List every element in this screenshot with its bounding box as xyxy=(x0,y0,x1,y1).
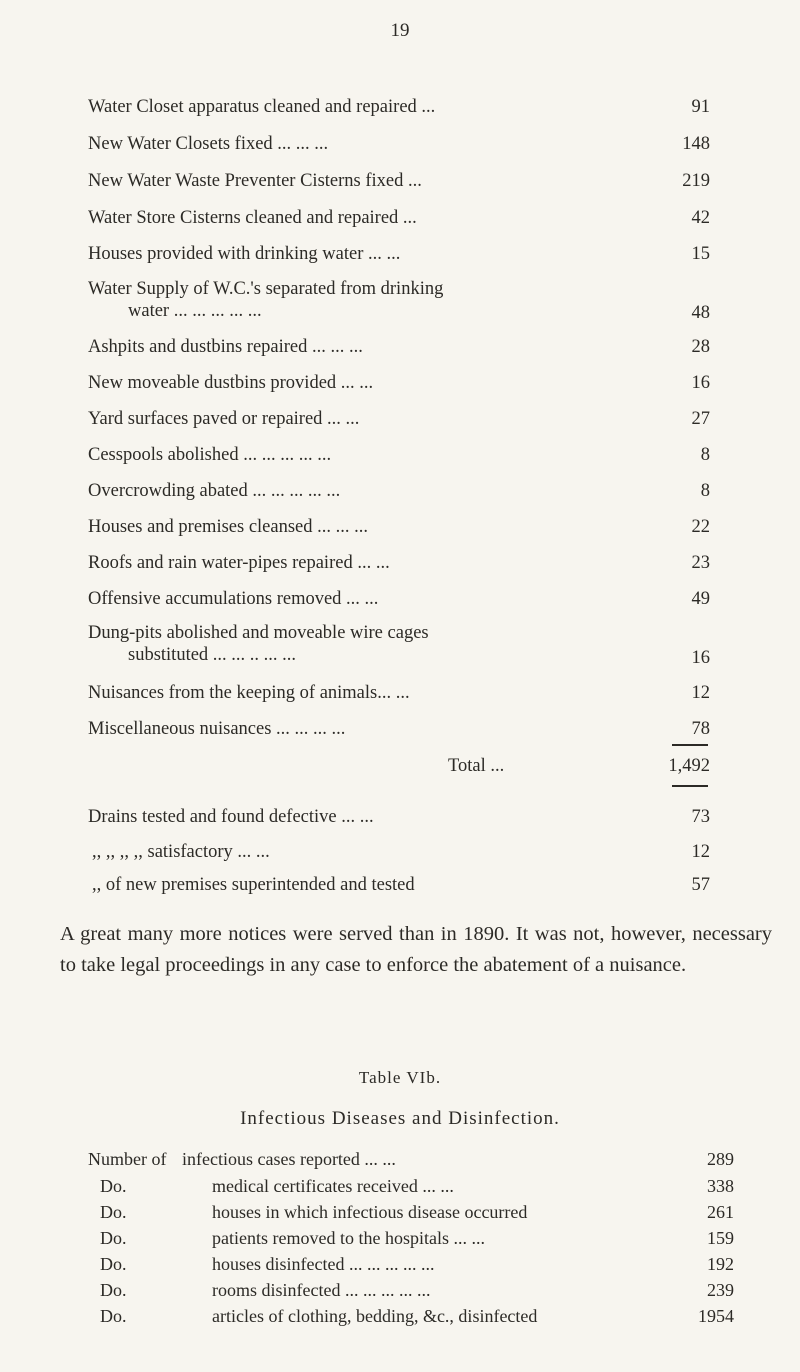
infectious-prefix: Do. xyxy=(100,1254,127,1274)
infectious-prefix: Do. xyxy=(100,1228,127,1248)
work-item-value: 42 xyxy=(691,208,710,228)
work-item-label: New Water Closets fixed ... ... ... xyxy=(88,134,329,154)
infectious-prefix: Do. xyxy=(100,1176,127,1196)
work-item-value: 16 xyxy=(691,648,710,668)
work-item-value: 78 xyxy=(691,719,710,739)
work-item-label: Offensive accumulations removed ... ... xyxy=(88,589,379,609)
infectious-text: rooms disinfected ... ... ... ... ... xyxy=(212,1280,431,1300)
drain-label: ,, ,, ,, ,, satisfactory ... ... xyxy=(92,842,270,862)
work-item-label: Water Closet apparatus cleaned and repaired ... xyxy=(88,97,436,117)
work-item-value: 16 xyxy=(691,373,710,393)
work-item-label: Houses and premises cleansed ... ... ... xyxy=(88,517,369,537)
work-item-label: New Water Waste Preventer Cisterns fixed ... xyxy=(88,171,422,191)
work-item-label: New moveable dustbins provided ... ... xyxy=(88,373,374,393)
work-item-label: Yard surfaces paved or repaired ... ... xyxy=(88,409,360,429)
work-item-value: 27 xyxy=(691,409,710,429)
infectious-value: 192 xyxy=(707,1254,734,1274)
total-rule-bottom xyxy=(672,785,708,787)
infectious-text: infectious cases reported ... ... xyxy=(182,1149,396,1169)
work-item-label: Miscellaneous nuisances ... ... ... ... xyxy=(88,719,346,739)
total-label: Total ... xyxy=(448,756,505,776)
drain-value: 73 xyxy=(691,807,710,827)
work-item-value: 91 xyxy=(691,97,710,117)
work-item-row xyxy=(88,278,710,326)
table-title: Table VIb. xyxy=(358,1068,442,1087)
work-item-label: Nuisances from the keeping of animals... ... xyxy=(88,683,410,703)
work-item-label: Overcrowding abated ... ... ... ... ... xyxy=(88,481,341,501)
infectious-text: houses in which infectious disease occurred xyxy=(212,1202,528,1222)
work-item-label: Ashpits and dustbins repaired ... ... ... xyxy=(88,337,363,357)
table-subtitle: Infectious Diseases and Disinfection. xyxy=(240,1108,560,1129)
infectious-prefix: Do. xyxy=(100,1202,127,1222)
work-item-label: Dung-pits abolished and moveable wire cages xyxy=(88,623,429,643)
infectious-value: 289 xyxy=(707,1149,734,1169)
drain-value: 12 xyxy=(691,842,710,862)
work-item-value: 12 xyxy=(691,683,710,703)
notices-paragraph: A great many more notices were served than in 1890. It was not, however, necessary to take legal proceedings in any case to enforce the abatement of a nuisance. xyxy=(60,923,772,976)
work-item-value: 15 xyxy=(691,244,710,264)
infectious-value: 338 xyxy=(707,1176,734,1196)
work-item-label: Water Supply of W.C.'s separated from drinking xyxy=(88,279,444,299)
infectious-text: medical certificates received ... ... xyxy=(212,1176,454,1196)
work-item-value: 148 xyxy=(682,134,710,154)
work-item-label: Cesspools abolished ... ... ... ... ... xyxy=(88,445,332,465)
work-item-value: 28 xyxy=(691,337,710,357)
infectious-prefix: Do. xyxy=(100,1306,127,1326)
infectious-prefix: Do. xyxy=(100,1280,127,1300)
infectious-prefix: Number of xyxy=(88,1149,167,1169)
infectious-text: articles of clothing, bedding, &c., disinfected xyxy=(212,1306,538,1326)
drain-label: ,, of new premises superintended and tested xyxy=(92,875,415,895)
infectious-value: 1954 xyxy=(698,1306,734,1326)
work-item-label-continued: water ... ... ... ... ... xyxy=(128,301,262,321)
work-item-value: 8 xyxy=(700,481,710,501)
drain-value: 57 xyxy=(691,875,710,895)
work-item-value: 219 xyxy=(682,171,710,191)
total-value: 1,492 xyxy=(668,756,710,776)
infectious-value: 261 xyxy=(707,1202,734,1222)
work-item-value: 22 xyxy=(691,517,710,537)
work-item-value: 48 xyxy=(691,303,710,323)
infectious-text: houses disinfected ... ... ... ... ... xyxy=(212,1254,435,1274)
infectious-value: 239 xyxy=(707,1280,734,1300)
work-item-value: 8 xyxy=(700,445,710,465)
work-item-row xyxy=(88,622,710,670)
work-item-label: Roofs and rain water-pipes repaired ... ... xyxy=(88,553,390,573)
page-number: 19 xyxy=(390,20,410,41)
work-item-value: 49 xyxy=(691,589,710,609)
total-rule-top xyxy=(672,744,708,746)
infectious-value: 159 xyxy=(707,1228,734,1248)
work-item-label-continued: substituted ... ... .. ... ... xyxy=(128,645,297,665)
work-item-label: Houses provided with drinking water ... ... xyxy=(88,244,401,264)
drain-label: Drains tested and found defective ... ... xyxy=(88,807,374,827)
work-item-value: 23 xyxy=(691,553,710,573)
infectious-text: patients removed to the hospitals ... ... xyxy=(212,1228,485,1248)
work-item-label: Water Store Cisterns cleaned and repaired ... xyxy=(88,208,417,228)
